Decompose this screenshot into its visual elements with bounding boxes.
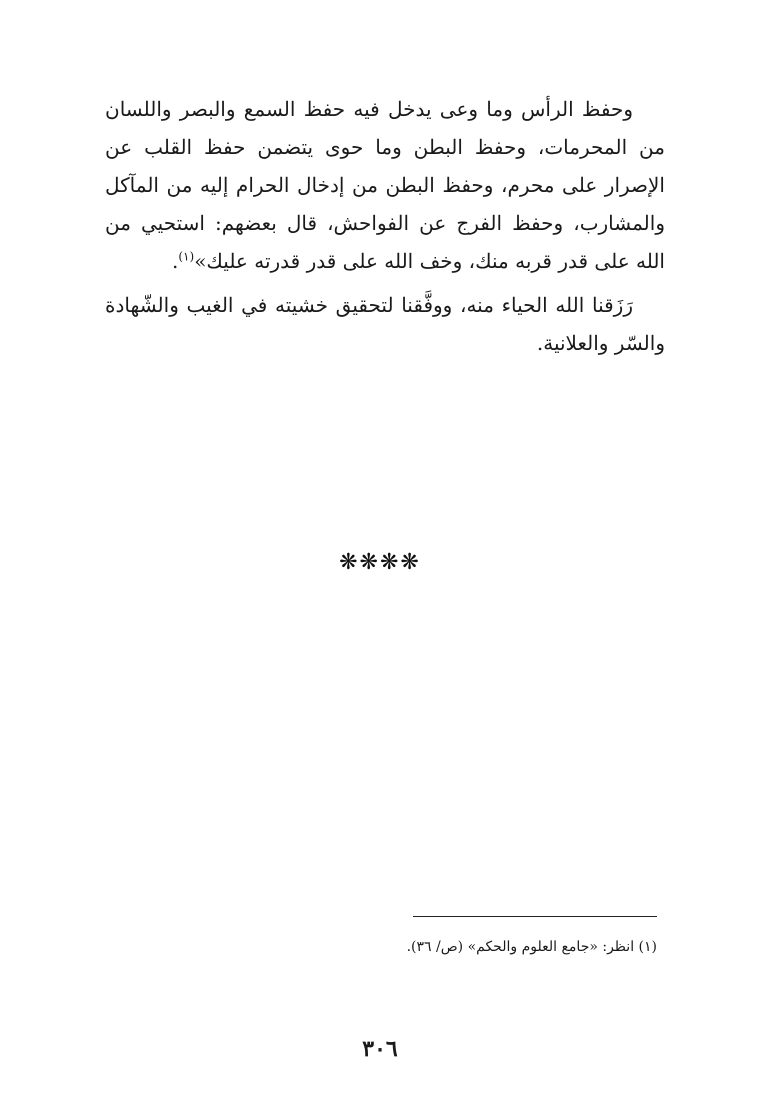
page-number: ٣٠٦ xyxy=(362,1036,398,1062)
footnote-reference: (١) xyxy=(178,249,195,264)
paragraph: رَزَقنا الله الحياء منه، ووفَّقنا لتحقيق خشيته في الغيب والشّهادة والسّر والعلانية. xyxy=(105,293,665,355)
footnote: (١) انظر: «جامع العلوم والحكم» (ص/ ٣٦). xyxy=(406,939,657,955)
paragraph-text: وحفظ الرأس وما وعى يدخل فيه حفظ السمع والبصر واللسان من المحرمات، وحفظ البطن وما حوى يتضمن حفظ القلب عن الإصرار على محرم، وحفظ البطن من إدخال الحرام إليه من المآكل والمشارب، وحفظ الفرج عن الفواحش، قال بعضهم: استحيي من الله على قدر قربه منك، وخف الله على قدر قدرته عليك» xyxy=(105,97,665,273)
footnote-divider xyxy=(413,916,657,917)
paragraph xyxy=(105,90,665,280)
paragraph-end: . xyxy=(172,249,179,273)
section-separator: ❋❋❋❋ xyxy=(339,550,421,575)
main-text xyxy=(105,90,665,362)
